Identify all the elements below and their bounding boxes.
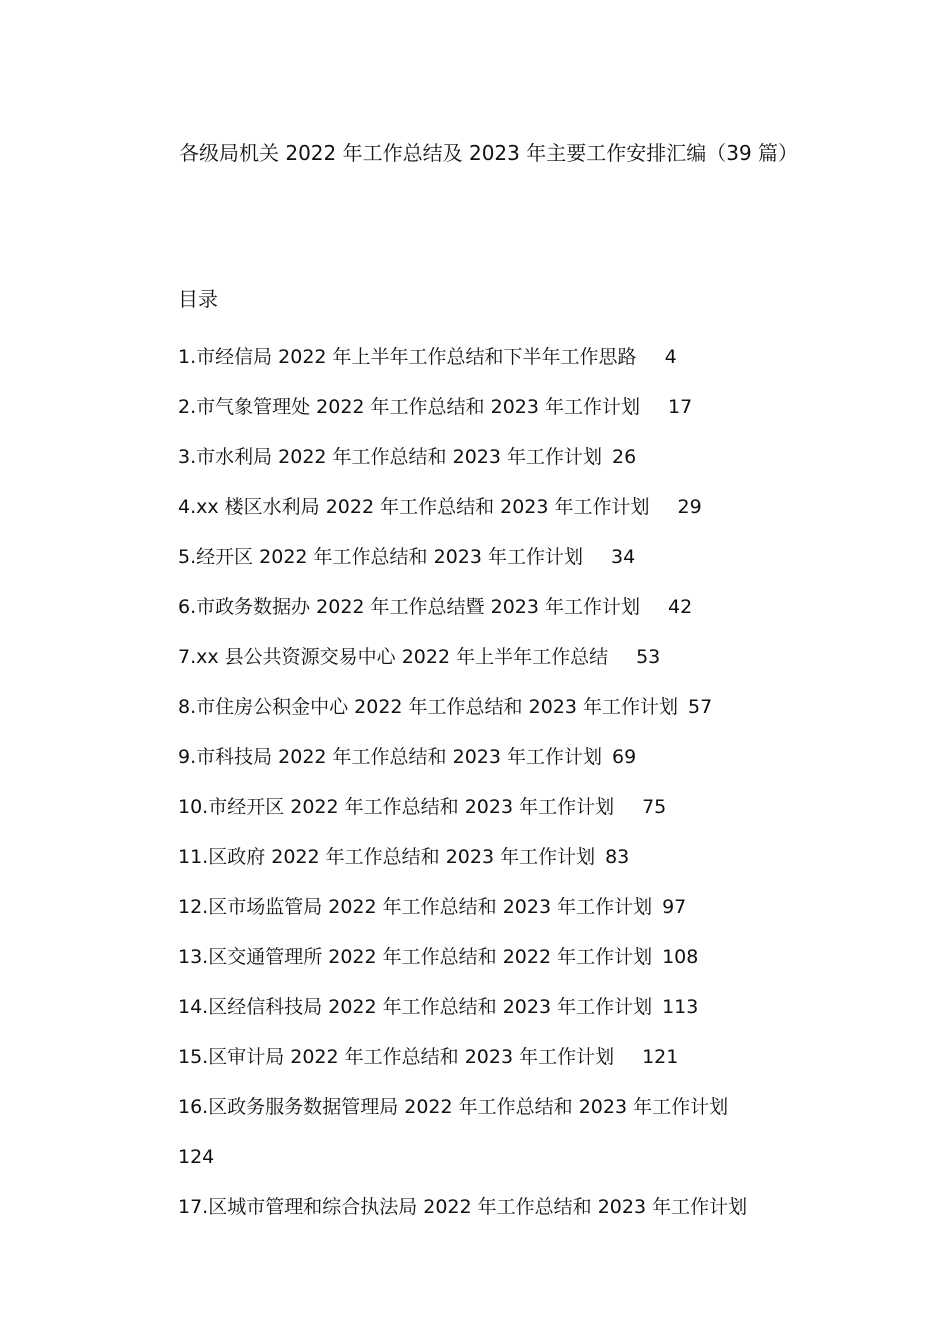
toc-item	[178, 882, 818, 932]
toc-item-title: 10.市经开区 2022 年工作总结和 2023 年工作计划	[178, 796, 615, 818]
toc-item	[178, 1032, 818, 1082]
toc-item	[178, 482, 818, 532]
toc-item-title: 5.经开区 2022 年工作总结和 2023 年工作计划	[178, 546, 583, 568]
toc-item-title: 13.区交通管理所 2022 年工作总结和 2022 年工作计划	[178, 946, 653, 968]
toc-item-title: 17.区城市管理和综合执法局 2022 年工作总结和 2023 年工作计划	[178, 1196, 748, 1218]
toc-item	[178, 582, 818, 632]
toc-heading: 目录	[178, 287, 218, 311]
toc-item-title: 12.区市场监管局 2022 年工作总结和 2023 年工作计划	[178, 896, 653, 918]
toc-item	[178, 382, 818, 432]
toc-item	[178, 782, 818, 832]
toc-item-page: 26	[612, 446, 637, 468]
toc-item-title: 1.市经信局 2022 年上半年工作总结和下半年工作思路	[178, 346, 637, 368]
toc-item	[178, 432, 818, 482]
toc-item-page: 108	[662, 946, 699, 968]
toc-item-title: 2.市气象管理处 2022 年工作总结和 2023 年工作计划	[178, 396, 640, 418]
toc-item-page: 42	[668, 596, 693, 618]
toc-item-page: 124	[178, 1146, 215, 1168]
toc-item-page: 17	[668, 396, 693, 418]
toc-item-title: 8.市住房公积金中心 2022 年工作总结和 2023 年工作计划	[178, 696, 678, 718]
toc-item-page: 69	[612, 746, 637, 768]
toc-item-page: 4	[664, 346, 677, 368]
table-of-contents	[178, 332, 818, 1232]
toc-item-title: 4.xx 楼区水利局 2022 年工作总结和 2023 年工作计划	[178, 496, 650, 518]
toc-item-title: 6.市政务数据办 2022 年工作总结暨 2023 年工作计划	[178, 596, 640, 618]
toc-item-title: 14.区经信科技局 2022 年工作总结和 2023 年工作计划	[178, 996, 653, 1018]
toc-item-page: 113	[662, 996, 699, 1018]
toc-item	[178, 832, 818, 882]
toc-item	[178, 932, 818, 982]
toc-item-page: 29	[677, 496, 702, 518]
toc-item	[178, 1182, 818, 1232]
document-title: 各级局机关 2022 年工作总结及 2023 年主要工作安排汇编（39 篇）	[179, 141, 799, 165]
toc-item-title: 15.区审计局 2022 年工作总结和 2023 年工作计划	[178, 1046, 615, 1068]
toc-item	[178, 982, 818, 1032]
toc-item	[178, 332, 818, 382]
toc-item	[178, 632, 818, 682]
toc-item-title: 7.xx 县公共资源交易中心 2022 年上半年工作总结	[178, 646, 609, 668]
toc-item	[178, 732, 818, 782]
toc-item-page: 83	[605, 846, 630, 868]
toc-item	[178, 682, 818, 732]
toc-item-page: 121	[642, 1046, 679, 1068]
toc-item-title: 9.市科技局 2022 年工作总结和 2023 年工作计划	[178, 746, 602, 768]
toc-item-page: 57	[688, 696, 713, 718]
toc-item-title: 3.市水利局 2022 年工作总结和 2023 年工作计划	[178, 446, 602, 468]
toc-item-page: 34	[611, 546, 636, 568]
toc-item-page: 97	[662, 896, 687, 918]
toc-item-title: 16.区政务服务数据管理局 2022 年工作总结和 2023 年工作计划	[178, 1096, 729, 1118]
toc-item	[178, 1082, 818, 1182]
toc-item-page: 53	[636, 646, 661, 668]
toc-item-title: 11.区政府 2022 年工作总结和 2023 年工作计划	[178, 846, 596, 868]
toc-item-page: 75	[642, 796, 667, 818]
toc-item	[178, 532, 818, 582]
